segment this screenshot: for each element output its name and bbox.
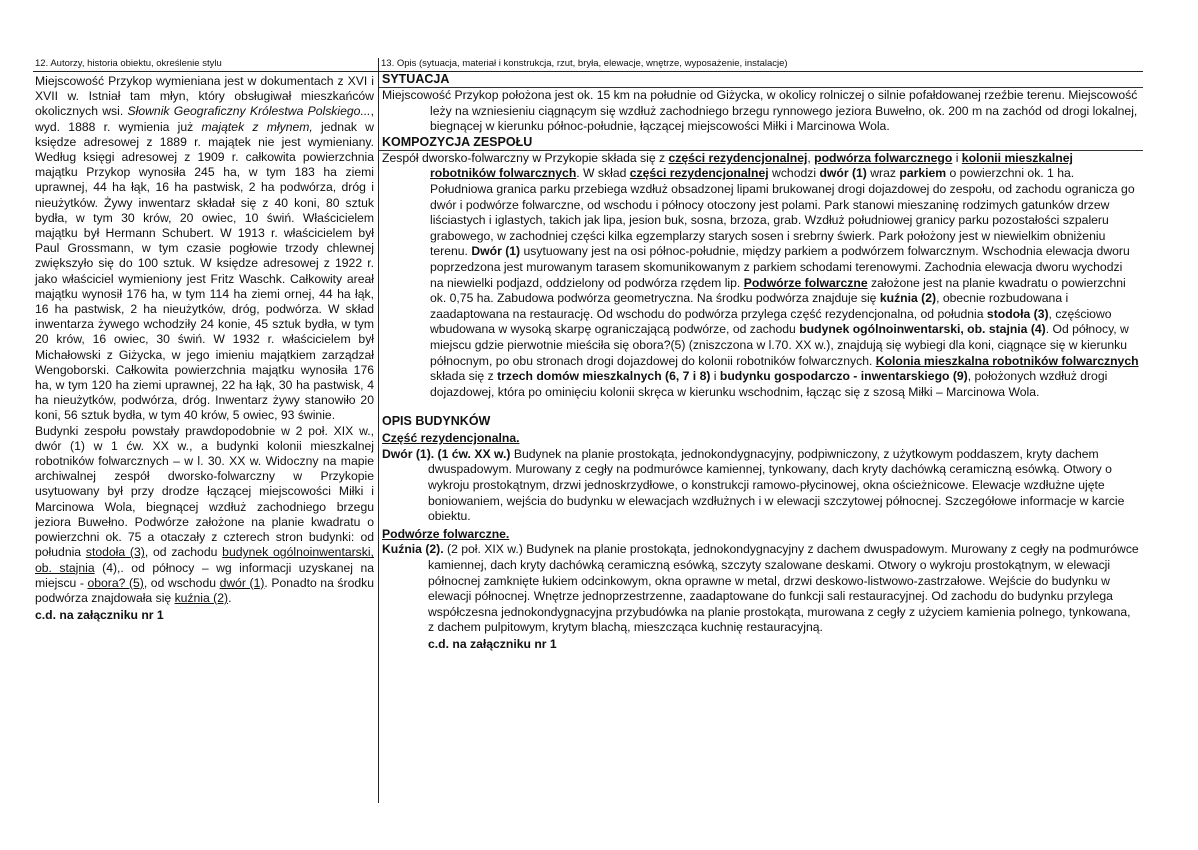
section-title-opis-budynkow: OPIS BUDYNKÓW [382, 414, 491, 429]
subsection-residential: Część rezydencjonalna. [382, 431, 520, 446]
sytuacja-paragraph: Miejscowość Przykop położona jest ok. 15 km na południe od Giżycka, w okolicy rolniczej o silnie pofałdowanej rzeźbie terenu. Miejscowość leży na wzniesieniu ciągnącym się wzdłuż zachodniego brzegu rynnowego jeziora Buwełno, ok. 200 m na zachód od drogi lokalnej, biegnącej w kierunku północ-południe, łączącej miejscowości Miłki i Marcinowa Wola. [382, 88, 1138, 134]
subsection-farmyard: Podwórze folwarczne. [382, 526, 510, 541]
description-column-header: 13. Opis (sytuacja, materiał i konstrukcja, rzut, bryła, elewacje, wnętrze, wyposażenie, instalacje) [379, 58, 1143, 72]
history-text [33, 72, 378, 623]
history-column [33, 58, 379, 803]
history-column-header: 12. Autorzy, historia obiektu, określenie stylu [33, 58, 378, 72]
form-sheet [33, 58, 1143, 803]
description-text [379, 72, 1143, 653]
history-continued-note: c.d. na załączniku nr 1 [35, 608, 164, 623]
history-paragraph-2: Budynki zespołu powstały prawdopodobnie w 2 poł. XIX w., dwór (1) w 1 ćw. XX w., a budynki kolonii mieszkalnej robotników folwarcznych – w l. 30. XX w. Widoczny na mapie archiwalnej zespół dworsko-folwarczny w Przykopie usytuowany był przy drodze łączącej miejscowości Miłki i Marcinowa Wola, biegnącej wzdłuż zachodniego brzegu jeziora Buwełno. Podwórze założone na planie kwadratu o powierzchni ok. 75 a otaczały z czterech stron budynki: od południa stodoła (3), od zachodu budynek ogólnoinwentarski, ob. stajnia (4),. od północy – wg informacji uzyskanej na miejscu - obora? (5), od wschodu dwór (1). Ponadto na środku podwórza znajdowała się kuźnia (2). [35, 423, 374, 605]
history-paragraph-1: Miejscowość Przykop wymieniana jest w dokumentach z XVI i XVII w. Istniał tam młyn, który obsługiwał mieszkańców okolicznych wsi. Słownik Geograficzny Królestwa Polskiego..., wyd. 1888 r. wymienia już majątek z młynem, jednak w księdze adresowej z 1889 r. majątek nie jest wymieniany. Według księgi adresowej z 1909 r. całkowita powierzchnia majątku Przykop wynosiła 245 ha, w tym 183 ha ziemi uprawnej, 44 ha łąk, 16 ha pastwisk, 2 ha podwórza, dróg i nieużytków. Żywy inwentarz składał się z 40 koni, 80 sztuk bydła, w tym 30 krów, 20 owiec, 10 świń. Właścicielem majątku był Hermann Schubert. W 1913 r. właścicielem był Paul Grossmann, w tym czasie pogłowie trzody chlewnej zwiększyło się do 100 sztuk. W księdze adresowej z 1922 r. jako właściciel wymieniony jest Fritz Waschk. Całkowity areał majątku wynosił 176 ha, w tym 114 ha ziemi ornej, 44 ha łąk, 16 ha pastwisk, 2 ha nieużytków, dróg, podwórza. W skład inwentarza żywego wchodziły 24 konie, 45 sztuk bydła, w tym 20 krów, 16 owiec, 30 świń. W 1932 r. właścicielem był Michałowski z Giżycka, w jego imieniu majątkiem zarządzał Wengoborski. Całkowita powierzchnia majątku wynosiła 176 ha, w tym 120 ha ziemi uprawnej, 22 ha łąk, 30 ha pastwisk, 4 ha nieużytków, podwórza, dróg. Inwentarz żywy stanowiło 20 koni, 56 sztuk bydła, w tym 40 krów, 5 owiec, 93 świnie. [35, 74, 374, 423]
section-title-sytuacja: SYTUACJA [379, 72, 1143, 88]
description-continued-note: c.d. na załączniku nr 1 [428, 637, 557, 651]
kompozycja-paragraph: Zespół dworsko-folwarczny w Przykopie składa się z części rezydencjonalnej, podwórza folwarcznego i kolonii mieszkalnej robotników folwarcznych. W skład części rezydencjonalnej wchodzi dwór (1) wraz parkiem o powierzchni ok. 1 ha. Południowa granica parku przebiega wzdłuż obsadzonej lipami brukowanej drogi dojazdowej do zespołu, od zachodu ogranicza go dwór i podwórze folwarczne, od wschodu i północy otoczony jest polami. Park stanowi mieszaninę rodzimych gatunków drzew liściastych i iglastych, takich jak lipa, jesion buk, sosna, brzoza, grab. Wzdłuż południowej granicy parku pozostałości szpaleru grabowego, w zachodniej części kilka egzemplarzy starych sosen i srebrny świerk. Park położony jest w niewielkim obniżeniu terenu. Dwór (1) usytuowany jest na osi północ-południe, między parkiem a podwórzem folwarcznym. Wschodnia elewacja dworu poprzedzona jest murowanym tarasem skomunikowanym z parkiem schodami terenowymi. Zachodnia elewacja dworu wychodzi na niewielki podjazd, oddzielony od podwórza rzędem lip. Podwórze folwarczne założone jest na planie kwadratu o powierzchni ok. 0,75 ha. Zabudowa podwórza geometryczna. Na środku podwórza znajduje się kuźnia (2), obecnie rozbudowana i zaadaptowana na restaurację. Od wschodu do podwórza przylega część rezydencjonalna, od południa stodoła (3), częściowo wbudowana w wysoką skarpę ograniczającą podwórze, od zachodu budynek ogólnoinwentarski, ob. stajnia (4). Od północy, w miejscu gdzie pierwotnie mieściła się obora?(5) (zniszczona w l.70. XX w.), znajdują się wybiegi dla koni, ciągnące się w kierunku północnym, po obu stronach drogi dojazdowej do kolonii robotników folwarcznych. Kolonia mieszkalna robotników folwarcznych składa się z trzech domów mieszkalnych (6, 7 i 8) i budynku gospodarczo - inwentarskiego (9), położonych wzdłuż drogi dojazdowej, która po ominięciu kolonii skręca w kierunku wschodnim, łącząc się z szosą Miłki – Marcinowa Wola. [382, 150, 1139, 399]
kuznia-paragraph: Kuźnia (2). (2 poł. XIX w.) Budynek na planie prostokąta, jednokondygnacyjny z dachem dwuspadowym. Murowany z cegły na podmurówce kamiennej, dach kryty dachówką ceramiczną esówką, szczyty szalowane deskami. Otwory o wykroju prostokątnym, w elewacji północnej zamknięte łukiem odcinkowym, okna oprawne w metal, drzwi deskowo-listwowo-zastrzałowe. Wejście do budynku w elewacji północnej. Wnętrze jednoprzestrzenne, zaadaptowane do funkcji sali restauracyjnej. Od zachodu do budynku przylega współczesna jednokondygnacyjna przybudówka na planie prostokąta, murowana z cegły z użyciem kamienia polnego, tynkowana, z dachem pulpitowym, krytym blachą, mieszcząca kuchnię restauracyjną. [382, 542, 1139, 635]
dwor-paragraph: Dwór (1). (1 ćw. XX w.) Budynek na planie prostokąta, jednokondygnacyjny, podpiwniczony, z użytkowym poddaszem, kryty dachem dwuspadowym. Murowany z cegły na podmurówce kamiennej, tynkowany, dach kryty dachówką ceramiczną esówką. Otwory o wykroju prostokątnym, drzwi jednoskrzydłowe, o konstrukcji ramowo-płycinowej, okna ościeżnicowe. Elewacje wzdłużne ujęte boniowaniem, wejścia do budynku w elewacjach wzdłużnych i w elewacji szczytowej północnej. Szczegółowe informacje w karcie obiektu. [382, 446, 1125, 524]
section-title-kompozycja: KOMPOZYCJA ZESPOŁU [379, 135, 1143, 151]
description-column [379, 58, 1143, 803]
